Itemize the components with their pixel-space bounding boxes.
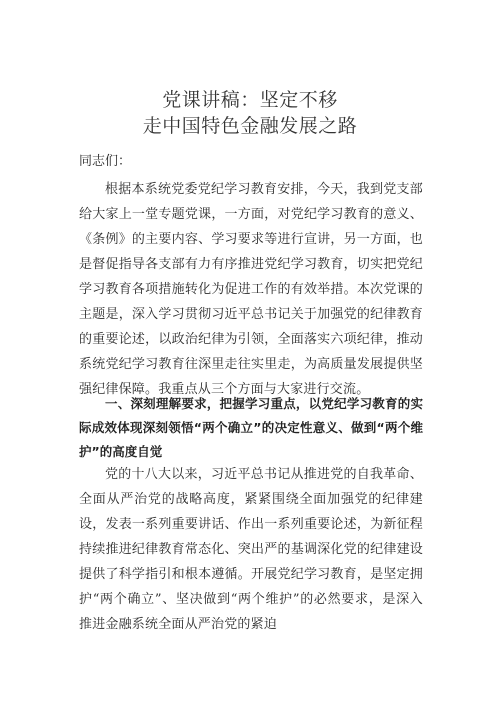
document-title-line-2: 走中国特色金融发展之路 xyxy=(142,115,358,137)
greeting: 同志们： xyxy=(79,154,132,169)
paragraph-section-1: 党的十八大以来，习近平总书记从推进党的自我革命、全面从严治党的战略高度，紧紧围绕全面加强党的纪律建设，发表一系列重要讲话、作出一系列重要论述，为新征程持续推进纪律教育常态化、突出严的基调深化党的纪律建设提供了科学指引和根本遵循。开展党纪学习教育，是坚定拥护“两个确立”、坚决做到“两个维护”的必然要求，是深入推进金融系统全面从严治党的紧迫 xyxy=(79,467,423,632)
document-title-line-1: 党课讲稿：坚定不移 xyxy=(162,89,338,111)
paragraph-intro: 根据本系统党委党纪学习教育安排，今天，我到党支部给大家上一堂专题党课，一方面，对党纪学习教育的意义、《条例》的主要内容、学习要求等进行宣讲，另一方面，也是督促指导各支部有力有序推进党纪学习教育，切实把党纪学习教育各项措施转化为促进工作的有效举措。本次党课的主题是，深入学习贯彻习近平总书记关于加强党的纪律教育的重要论述，以政治纪律为引领，全面落实六项纪律，推动系统党纪学习教育往深里走往实里走，为高质量发展提供坚强纪律保障。我重点从三个方面与大家进行交流。 xyxy=(79,182,423,397)
section-heading-1: 一、深刻理解要求，把握学习重点，以党纪学习教育的实际成效体现深刻领悟“两个确立”的决定性意义、做到“两个维护”的高度自觉 xyxy=(79,396,423,459)
